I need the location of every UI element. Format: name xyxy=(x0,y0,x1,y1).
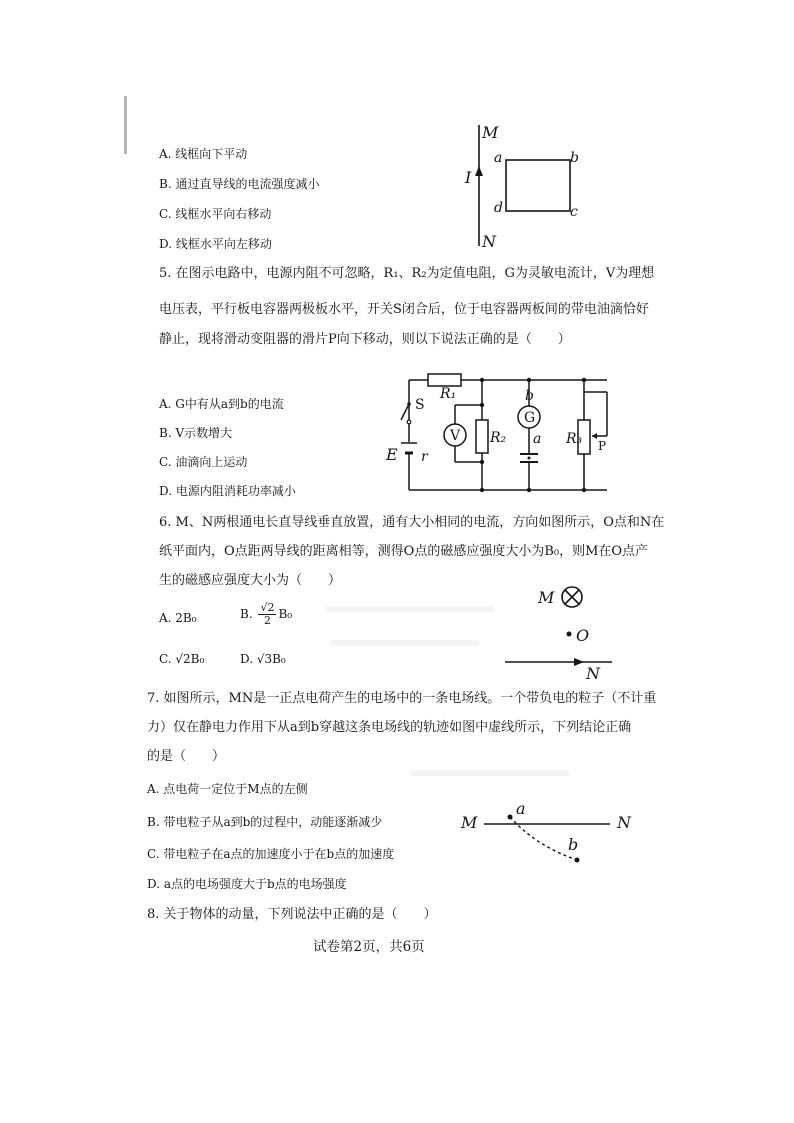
q4-option-c: C. 线框水平向右移动 xyxy=(159,207,272,221)
q5-resistor-r2 xyxy=(476,420,488,453)
q6-option-c: C. √2B₀ xyxy=(159,652,205,666)
q7-option-b: B. 带电粒子从a到b的过程中，动能逐渐减少 xyxy=(147,815,383,829)
q7-stem-line-2: 力）仅在静电力作用下从a到b穿越这条电场线的轨迹如图中虚线所示，下列结论正确 xyxy=(147,720,632,735)
q7-label-b: b xyxy=(568,835,579,854)
q4-label-c: c xyxy=(570,204,578,220)
q5-label-a: a xyxy=(533,431,542,447)
q8-stem: 8. 关于物体的动量，下列说法中正确的是（ ） xyxy=(147,907,437,922)
q6-stem-line-2: 纸平面内，O点距两导线的距离相等，测得O点的磁感应强度大小为B₀，则M在O点产 xyxy=(159,544,649,559)
q4-label-b: b xyxy=(570,150,579,166)
q5-slider-arrow-icon xyxy=(592,433,597,439)
q4-option-d: D. 线框水平向左移动 xyxy=(159,237,272,251)
q5-label-r2: R₂ xyxy=(490,430,507,446)
q6-option-b-denominator: 2 xyxy=(263,614,271,627)
q5-label-e: E xyxy=(386,445,398,464)
q5-oil-drop xyxy=(528,457,531,460)
q5-label-r: r xyxy=(421,449,428,465)
q4-label-n: N xyxy=(482,232,496,251)
q6-stem-line-1: 6. M、N两根通电长直导线垂直放置，通有大小相同的电流，方向如图所示，O点和N在 xyxy=(159,515,665,530)
q5-stem-line-1: 5. 在图示电路中，电源内阻不可忽略，R₁、R₂为定值电阻，G为灵敏电流计，V为理想 xyxy=(159,266,655,281)
q7-label-a: a xyxy=(516,799,526,818)
q7-option-d: D. a点的电场强度大于b点的电场强度 xyxy=(147,877,347,891)
q6-option-b-prefix: B. xyxy=(240,607,253,621)
q5-option-a: A. G中有从a到b的电流 xyxy=(159,397,284,411)
q4-option-b: B. 通过直导线的电流强度减小 xyxy=(159,177,320,191)
q4-label-current: I xyxy=(465,168,472,187)
q7-stem-line-3: 的是（ ） xyxy=(147,749,226,764)
q4-option-a: A. 线框向下平动 xyxy=(159,147,248,161)
q5-label-r1: R₁ xyxy=(440,386,457,402)
q5-stem-line-2: 电压表，平行板电容器两极板水平，开关S闭合后，位于电容器两板间的带电油滴恰好 xyxy=(159,302,649,317)
q7-field-line-figure xyxy=(470,800,620,870)
q6-option-b-suffix: B₀ xyxy=(278,607,293,621)
q7-option-a: A. 点电荷一定位于M点的左侧 xyxy=(147,782,308,796)
q5-label-p: P xyxy=(598,439,607,453)
scan-smudge xyxy=(330,640,480,646)
q5-option-b: B. V示数增大 xyxy=(159,426,233,440)
q6-option-b-numerator: √2 xyxy=(260,601,275,614)
q4-label-m: M xyxy=(482,123,499,142)
page-footer: 试卷第2页，共6页 xyxy=(313,939,425,955)
q6-stem-line-3: 生的磁感应强度大小为（ ） xyxy=(159,573,342,588)
q6-label-m: M xyxy=(538,588,555,607)
q7-option-c: C. 带电粒子在a点的加速度小于在b点的加速度 xyxy=(147,847,395,861)
q6-point-o xyxy=(567,632,572,637)
q5-label-b: b xyxy=(525,388,534,404)
q5-circuit-diagram xyxy=(395,368,635,500)
q6-label-n: N xyxy=(586,664,600,683)
q4-label-d: d xyxy=(494,200,503,216)
scan-smudge xyxy=(325,606,495,612)
q5-label-r3: R₃ xyxy=(566,431,583,447)
q5-stem-line-3: 静止，现将滑动变阻器的滑片P向下移动，则以下说法正确的是（ ） xyxy=(159,332,571,347)
q5-label-g: G xyxy=(524,410,536,426)
q7-label-n: N xyxy=(617,813,631,832)
q5-label-v: V xyxy=(450,428,461,444)
q4-label-a: a xyxy=(494,150,503,166)
scan-smudge xyxy=(410,770,570,776)
q7-point-b xyxy=(575,858,580,863)
q6-option-b-fraction xyxy=(258,602,276,627)
q5-option-c: C. 油滴向上运动 xyxy=(159,455,248,469)
q6-wires-figure xyxy=(500,580,620,670)
q5-option-d: D. 电源内阻消耗功率减小 xyxy=(159,484,296,498)
q5-label-s: S xyxy=(415,397,425,413)
q6-option-d: D. √3B₀ xyxy=(240,652,286,666)
q6-label-o: O xyxy=(576,626,590,645)
scan-edge-mark xyxy=(124,96,127,154)
q4-wire-frame xyxy=(506,160,570,211)
q7-stem-line-1: 7. 如图所示，MN是一正点电荷产生的电场中的一条电场线。一个带负电的粒子（不计重 xyxy=(147,691,657,706)
q6-option-b xyxy=(240,602,292,627)
q7-label-m: M xyxy=(461,813,478,832)
q4-current-arrow-icon xyxy=(475,166,483,176)
q6-current-arrow-icon xyxy=(574,658,584,666)
q6-option-a: A. 2B₀ xyxy=(159,611,197,625)
